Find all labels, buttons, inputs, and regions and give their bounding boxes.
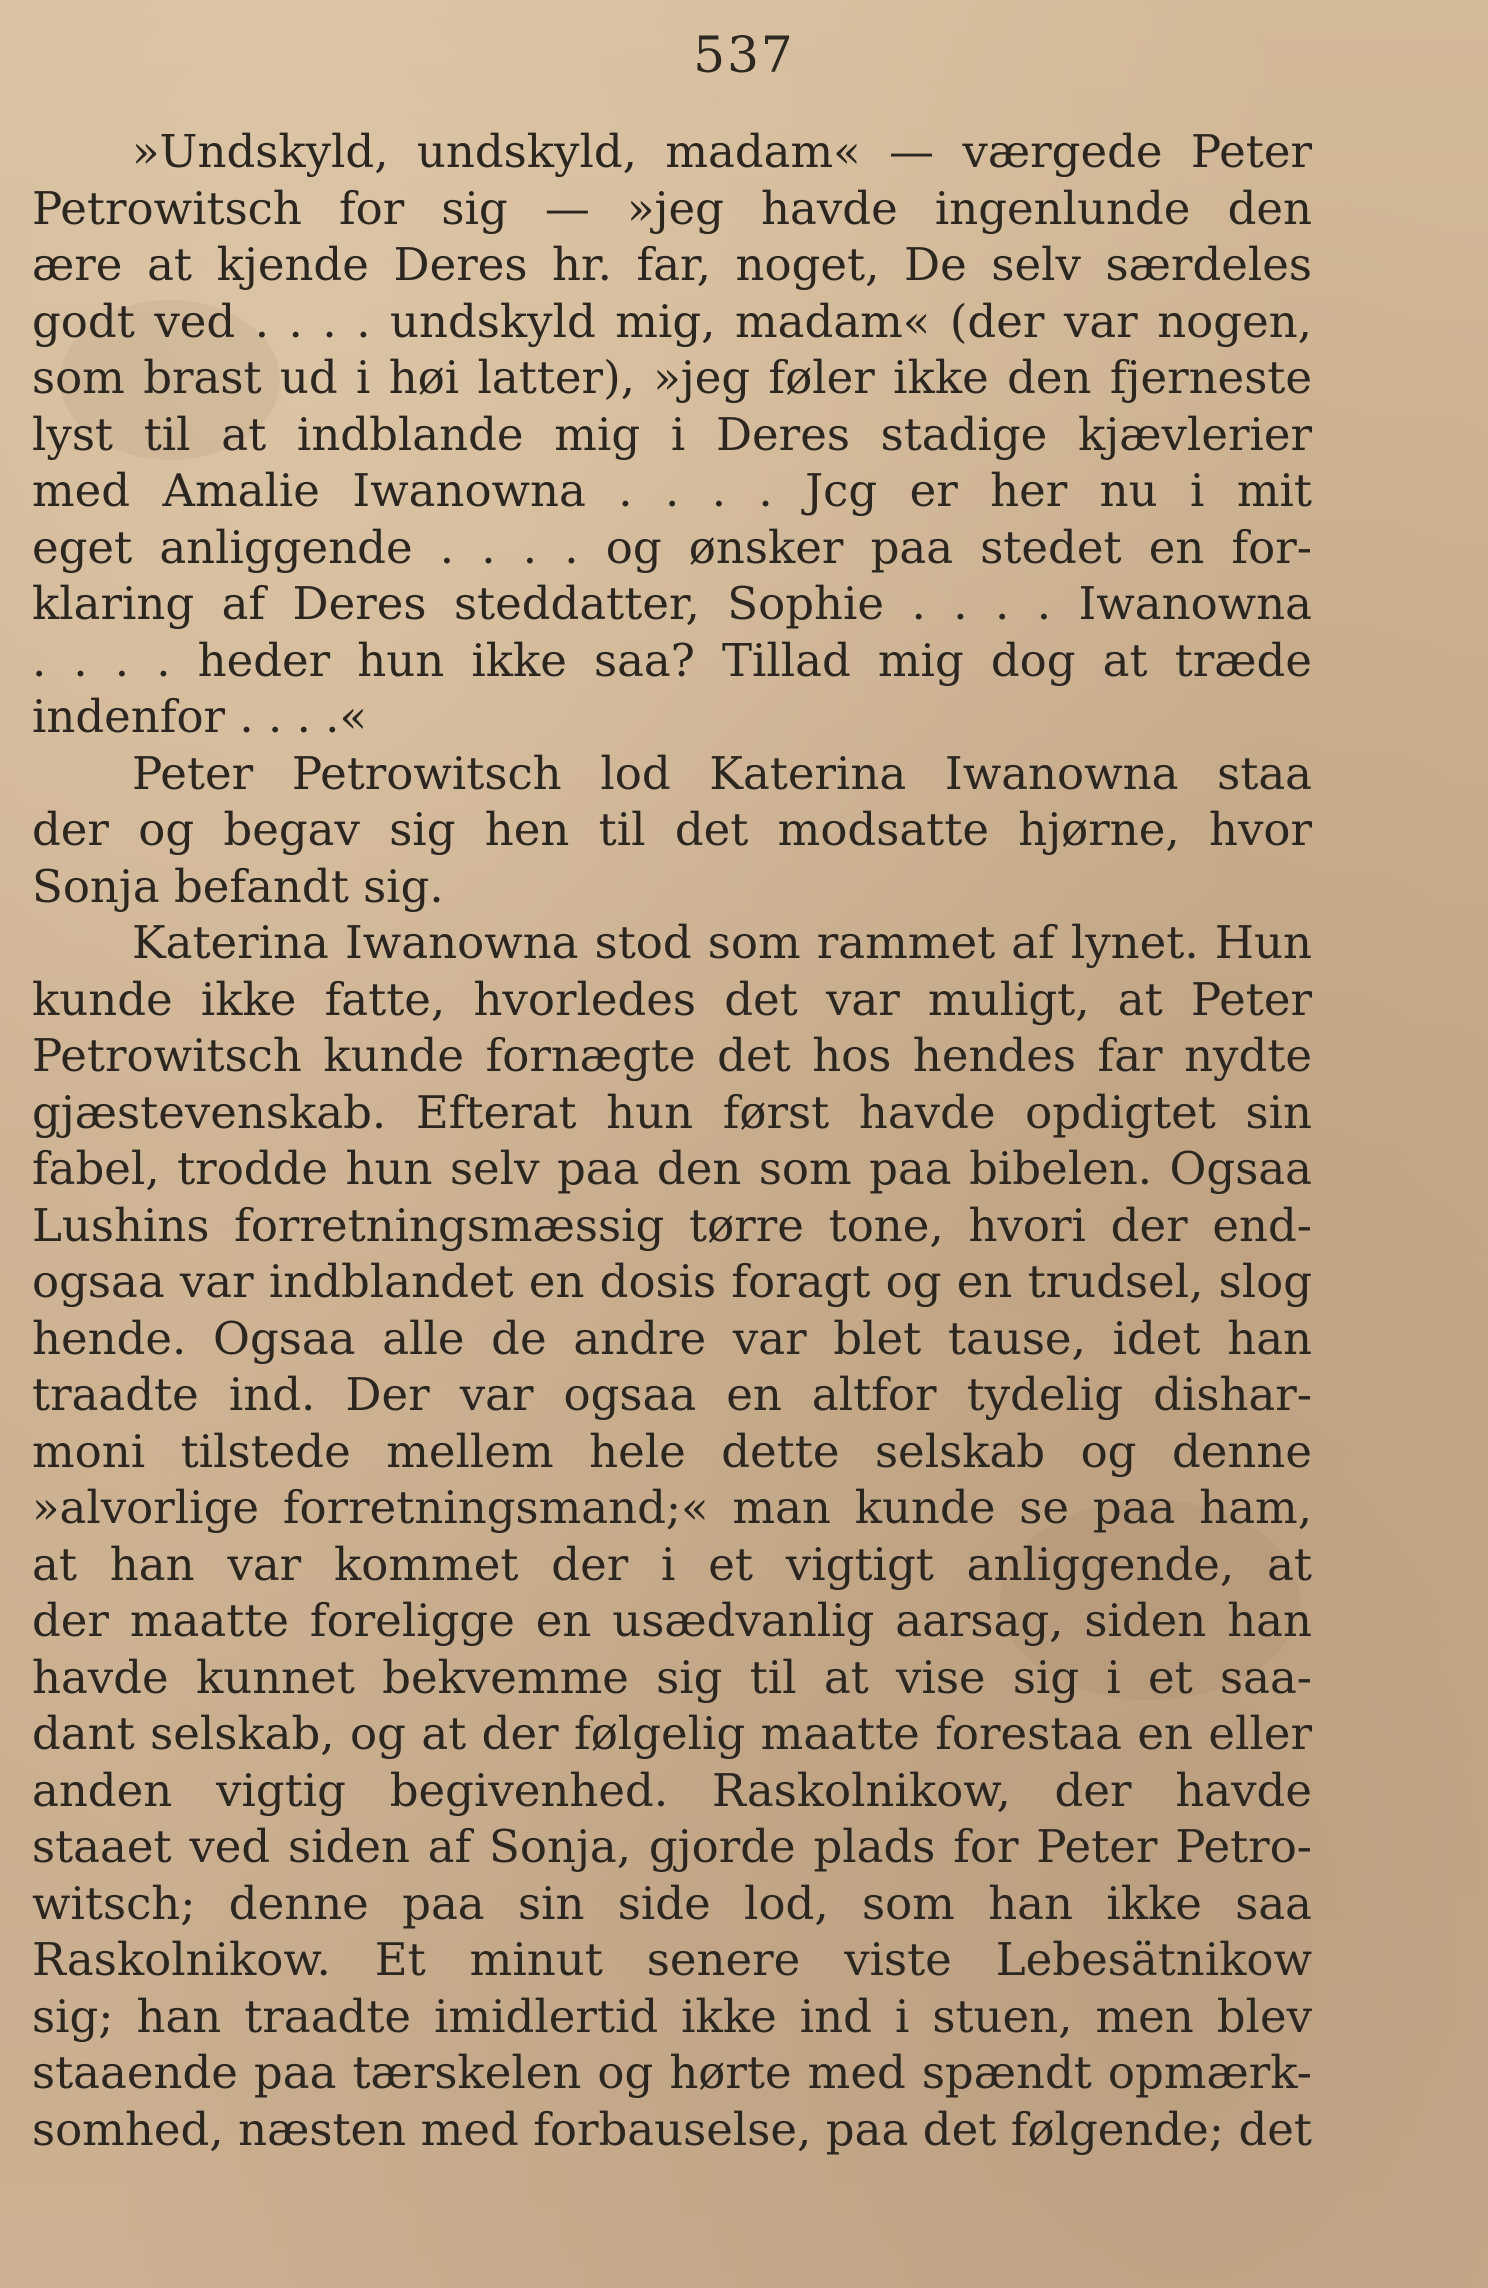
text-line: Katerina Iwanowna stod som rammet af lynet. Hun [132, 916, 1312, 969]
text-line: »alvorlige forretningsmand;« man kunde se paa ham, [32, 1481, 1312, 1534]
text-line: at han var kommet der i et vigtigt anliggende, at [32, 1537, 1312, 1591]
text-line: Petrowitsch for sig — »jeg havde ingenlunde den [32, 181, 1312, 235]
text-line: Sonja befandt sig. [32, 859, 444, 913]
text-line: »Undskyld, undskyld, madam« — værgede Peter [132, 125, 1312, 178]
text-line: sig; han traadte imidlertid ikke ind i stuen, men blev [32, 1989, 1312, 2043]
text-line: Petrowitsch kunde fornægte det hos hendes far nydte [32, 1029, 1312, 1082]
page-number: 537 [693, 26, 795, 84]
text-line: anden vigtig begivenhed. Raskolnikow, der havde [32, 1763, 1312, 1817]
text-line: med Amalie Iwanowna . . . . Jcg er her nu i mit [32, 464, 1312, 517]
text-line: staaet ved siden af Sonja, gjorde plads for Peter Petro- [32, 1820, 1312, 1873]
text-line: kunde ikke fatte, hvorledes det var muligt, at Peter [32, 972, 1312, 1026]
text-line: indenfor . . . .« [32, 690, 368, 743]
text-line: ogsaa var indblandet en dosis foragt og en trudsel, slog [32, 1255, 1312, 1308]
text-line: somhed, næsten med forbauselse, paa det følgende; det [32, 2102, 1312, 2156]
text-line: staaende paa tærskelen og hørte med spændt opmærk- [32, 2046, 1312, 2099]
text-line: Raskolnikow. Et minut senere viste Lebesätnikow [32, 1933, 1312, 1986]
text-line: Lushins forretningsmæssig tørre tone, hvori der end- [32, 1198, 1312, 1252]
text-line: moni tilstede mellem hele dette selskab og denne [32, 1424, 1312, 1478]
text-line: dant selskab, og at der følgelig maatte forestaa en eller [32, 1707, 1312, 1760]
text-line: gjæstevenskab. Efterat hun først havde opdigtet sin [32, 1085, 1312, 1139]
text-line: der maatte foreligge en usædvanlig aarsag, siden han [32, 1594, 1312, 1647]
text-line: lyst til at indblande mig i Deres stadige kjævlerier [32, 407, 1312, 461]
text-line: fabel, trodde hun selv paa den som paa bibelen. Ogsaa [32, 1142, 1312, 1195]
text-line: hende. Ogsaa alle de andre var blet tause, idet han [32, 1311, 1312, 1365]
text-line: traadte ind. Der var ogsaa en altfor tydelig dishar- [32, 1368, 1312, 1421]
text-line: eget anliggende . . . . og ønsker paa stedet en for- [32, 520, 1312, 574]
text-line: . . . . heder hun ikke saa? Tillad mig dog at træde [32, 633, 1312, 687]
text-line: ære at kjende Deres hr. far, noget, De selv særdeles [32, 238, 1312, 291]
text-line: klaring af Deres steddatter, Sophie . . . . Iwanowna [32, 577, 1312, 630]
body-text [32, 124, 1312, 2158]
text-line: godt ved . . . . undskyld mig, madam« (der var nogen, [32, 294, 1312, 348]
text-line: havde kunnet bekvemme sig til at vise sig i et saa- [32, 1650, 1312, 1704]
text-line: der og begav sig hen til det modsatte hjørne, hvor [32, 803, 1312, 856]
text-line: witsch; denne paa sin side lod, som han ikke saa [32, 1876, 1312, 1930]
text-line: som brast ud i høi latter), »jeg føler ikke den fjerneste [32, 351, 1312, 404]
text-line: Peter Petrowitsch lod Katerina Iwanowna staa [132, 746, 1312, 800]
